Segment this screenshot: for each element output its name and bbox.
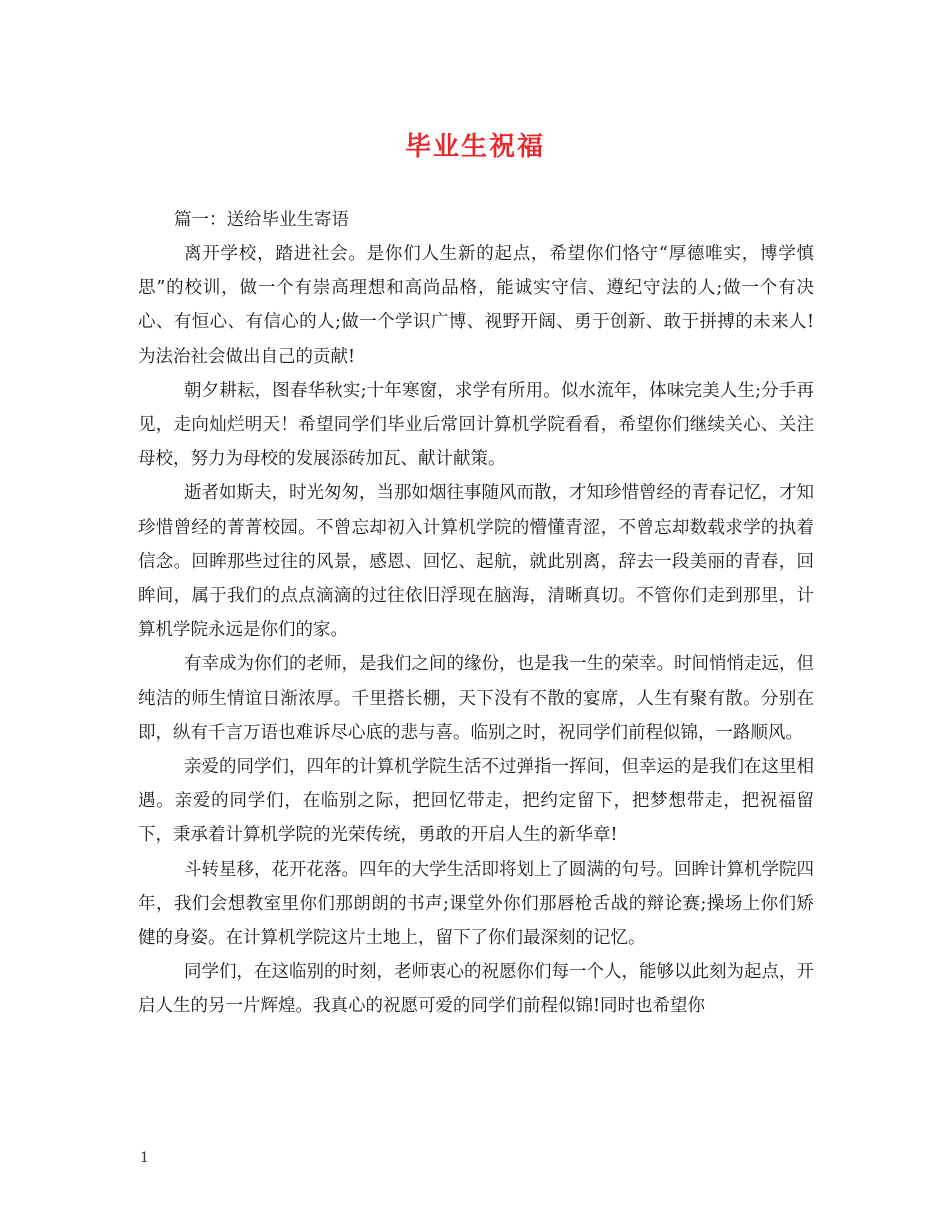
section-heading: 篇一：送给毕业生寄语 [174,210,349,230]
paragraph-7: 同学们，在这临别的时刻，老师衷心的祝愿你们每一个人，能够以此刻为起点，开启人生的另一片辉煌。我真心的祝愿可爱的同学们前程似锦!同时也希望你 [138,962,814,1017]
paragraph-5: 亲爱的同学们，四年的计算机学院生活不过弹指一挥间，但幸运的是我们在这里相遇。亲爱的同学们，在临别之际，把回忆带走，把约定留下，把梦想带走，把祝福留下，秉承着计算机学院的光荣传统，勇敢的开启人生的新华章! [138,757,814,846]
page-number: 1 [140,1150,149,1166]
paragraph-4: 有幸成为你们的老师，是我们之间的缘份，也是我一生的荣幸。时间悄悄走远，但纯洁的师生情谊日渐浓厚。千里搭长棚，天下没有不散的宴席，人生有聚有散。分别在即，纵有千言万语也难诉尽心底的悲与喜。临别之时，祝同学们前程似锦，一路顺风。 [138,654,814,743]
paragraph-1: 离开学校，踏进社会。是你们人生新的起点，希望你们恪守“厚德唯实，博学慎思”的校训，做一个有崇高理想和高尚品格，能诚实守信、遵纪守法的人;做一个有决心、有恒心、有信心的人;做一个学识广博、视野开阔、勇于创新、敢于拼搏的未来人!为法治社会做出自己的贡献! [138,244,814,367]
paragraph-3: 逝者如斯夫，时光匆匆，当那如烟往事随风而散，才知珍惜曾经的青春记忆，才知珍惜曾经的菁菁校园。不曾忘却初入计算机学院的懵懂青涩，不曾忘却数载求学的执着信念。回眸那些过往的风景，感恩、回忆、起航，就此别离，辞去一段美丽的青春，回眸间，属于我们的点点滴滴的过往依旧浮现在脑海，清晰真切。不管你们走到那里，计算机学院永远是你们的家。 [138,483,814,641]
document-body [138,203,814,1024]
paragraph-6: 斗转星移，花开花落。四年的大学生活即将划上了圆满的句号。回眸计算机学院四年，我们会想教室里你们那朗朗的书声;课堂外你们那唇枪舌战的辩论赛;操场上你们矫健的身姿。在计算机学院这片土地上，留下了你们最深刻的记忆。 [138,859,814,949]
paragraph-2: 朝夕耕耘，图春华秋实;十年寒窗，求学有所用。似水流年，体味完美人生;分手再见，走向灿烂明天！希望同学们毕业后常回计算机学院看看，希望你们继续关心、关注母校，努力为母校的发展添砖加瓦、献计献策。 [138,380,814,470]
document-title: 毕业生祝福 [404,132,545,162]
